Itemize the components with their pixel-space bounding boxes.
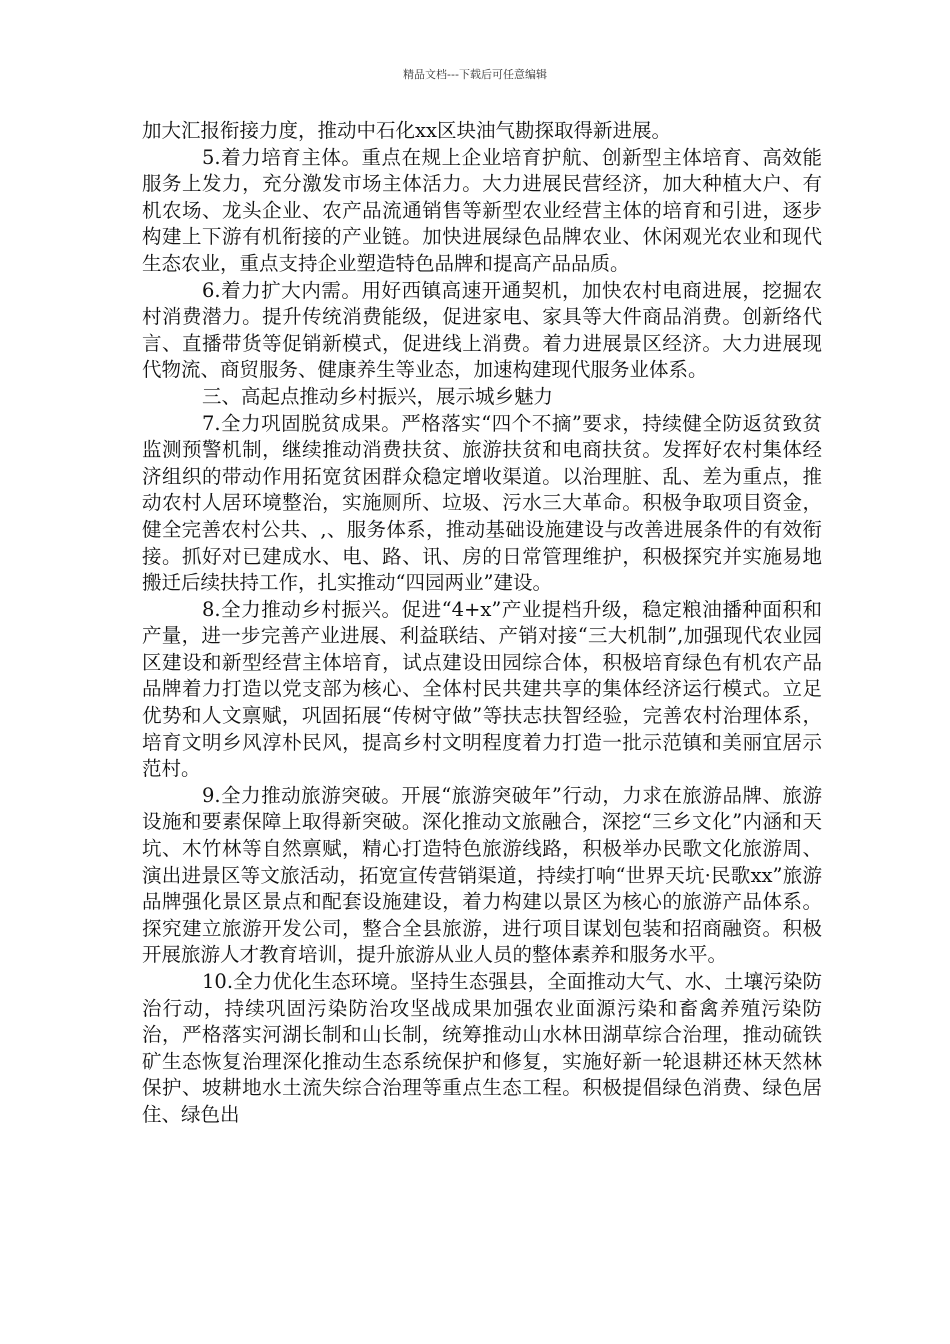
paragraph-item-5: 5.着力培育主体。重点在规上企业培育护航、创新型主体培育、高效能服务上发力，充分激发市场主体活力。大力进展民营经济，加大种植大户、有机农场、龙头企业、农产品流通销售等新型农业经营主体的培育和引进，逐步构建上下游有机衔接的产业链。加快进展绿色品牌农业、休闲观光农业和现代生态农业，重点支持企业塑造特色品牌和提高产品品质。: [142, 145, 822, 275]
paragraph-item-10: 10.全力优化生态环境。坚持生态强县，全面推动大气、水、土壤污染防治行动，持续巩固污染防治攻坚战成果加强农业面源污染和畜禽养殖污染防治，严格落实河湖长制和山长制，统筹推动山水林田湖草综合治理，推动硫铁矿生态恢复治理深化推动生态系统保护和修复，实施好新一轮退耕还林天然林保护、坡耕地水土流失综合治理等重点生态工程。积极提倡绿色消费、绿色居住、绿色出: [142, 970, 822, 1126]
paragraph-item-9: 9.全力推动旅游突破。开展“旅游突破年”行动，力求在旅游品牌、旅游设施和要素保障上取得新突破。深化推动文旅融合，深挖“三乡文化”内涵和天坑、木竹林等自然禀赋，精心打造特色旅游线路，积极举办民歌文化旅游周、演出进景区等文旅活动，拓宽宣传营销渠道，持续打响“世界天坑·民歌xx”旅游品牌强化景区景点和配套设施建设，着力构建以景区为核心的旅游产品体系。探究建立旅游开发公司，整合全县旅游，进行项目谋划包装和招商融资。积极开展旅游人才教育培训，提升旅游从业人员的整体素养和服务水平。: [142, 783, 822, 967]
paragraph-item-6: 6.着力扩大内需。用好西镇高速开通契机，加快农村电商进展，挖掘农村消费潜力。提升传统消费能级，促进家电、家具等大件商品消费。创新络代言、直播带货等促销新模式，促进线上消费。着力进展景区经济。大力进展现代物流、商贸服务、健康养生等业态，加速构建现代服务业体系。: [142, 278, 822, 382]
document-body: [142, 118, 822, 1129]
paragraph-item-8: 8.全力推动乡村振兴。促进“4+x”产业提档升级，稳定粮油播种面积和产量，进一步完善产业进展、利益联结、产销对接“三大机制”,加强现代农业园区建设和新型经营主体培育，试点建设田园综合体，积极培育绿色有机农产品品牌着力打造以党支部为核心、全体村民共建共享的集体经济运行模式。立足优势和人文禀赋，巩固拓展“传树守做”等扶志扶智经验，完善农村治理体系，培育文明乡风淳朴民风，提高乡村文明程度着力打造一批示范镇和美丽宜居示范村。: [142, 597, 822, 781]
page-header: 精品文档---下载后可任意编辑: [403, 68, 547, 81]
section-heading-3: 三、高起点推动乡村振兴，展示城乡魅力: [202, 384, 554, 408]
paragraph-item-7: 7.全力巩固脱贫成果。严格落实“四个不摘”要求，持续健全防返贫致贫监测预警机制，继续推动消费扶贫、旅游扶贫和电商扶贫。发挥好农村集体经济组织的带动作用拓宽贫困群众稳定增收渠道。以治理脏、乱、差为重点，推动农村人居环境整治，实施厕所、垃圾、污水三大革命。积极争取项目资金，健全完善农村公共、,、服务体系，推动基础设施建设与改善进展条件的有效衔接。抓好对已建成水、电、路、讯、房的日常管理维护，积极探究并实施易地搬迁后续扶持工作，扎实推动“四园两业”建设。: [142, 411, 822, 595]
paragraph-continuation: 加大汇报衔接力度，推动中石化xx区块油气勘探取得新进展。: [142, 119, 671, 142]
